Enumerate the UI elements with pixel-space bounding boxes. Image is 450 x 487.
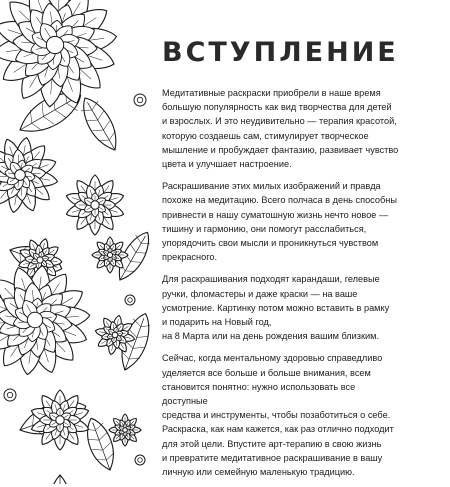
bud-center <box>7 392 12 397</box>
flower-center <box>27 312 42 327</box>
flower <box>0 136 59 213</box>
paragraph-2: Раскрашивание этих милых изображений и правда похоже на медитацию. Всего полчаса в день способны привнести в нашу суматошную жизнь нечто новое — тишину и гармонию, они помогут расслабиться, упорядочить свои мысли и проникнуться чувством прекрасного. <box>162 181 397 263</box>
flower <box>0 0 118 108</box>
flower-center <box>56 416 64 424</box>
flower-center <box>123 428 127 432</box>
flower-center <box>46 36 63 53</box>
floral-border-illustration <box>0 0 150 484</box>
flower <box>65 175 126 235</box>
flower-center <box>91 201 99 209</box>
flower-center <box>15 170 26 181</box>
bud-center <box>128 298 133 303</box>
flower-center <box>112 332 118 338</box>
flower <box>0 264 91 376</box>
flower <box>109 414 141 446</box>
paragraph-1: Медитативные раскраски приобрели в наше время большую популярность как вид творчества для детей и взрослых. И это неудивительно — терапия красотой, которую создаешь сам, стимулирует творческое мышление и пробуждает фантазию, развивает чувство цвета и улучшает настроение. <box>162 88 399 170</box>
flower-center <box>107 252 112 257</box>
paragraph-3: Для раскрашивания подходят карандаши, гелевые ручки, фломастеры и даже краски — на ваше усмотрение. Картинку потом можно вставить в рамку и подарить на Новый год, на 8 Марта или на день рождения вашим близким. <box>162 274 390 342</box>
paragraph-4: Сейчас, когда ментальному здоровью справедливо уделяется все больше и больше внимания, всем становится понятно: нужно использовать все доступные средства и инструменты, чтобы позаботиться о себе. Раскраска, как нам кажется, как раз отлично подходит для этой цели. Впустите арт-терапию в свою жизнь и превратите медитативное раскрашивание в вашу личную или семейную маленькую традицию. <box>162 353 394 478</box>
flower <box>92 237 128 273</box>
text-column <box>162 38 402 487</box>
bud-center <box>137 97 142 102</box>
flower-center <box>37 257 43 263</box>
floral-line-art-icon <box>0 0 150 484</box>
bud-center <box>138 458 143 463</box>
page-title: ВСТУПЛЕНИЕ <box>162 37 399 68</box>
